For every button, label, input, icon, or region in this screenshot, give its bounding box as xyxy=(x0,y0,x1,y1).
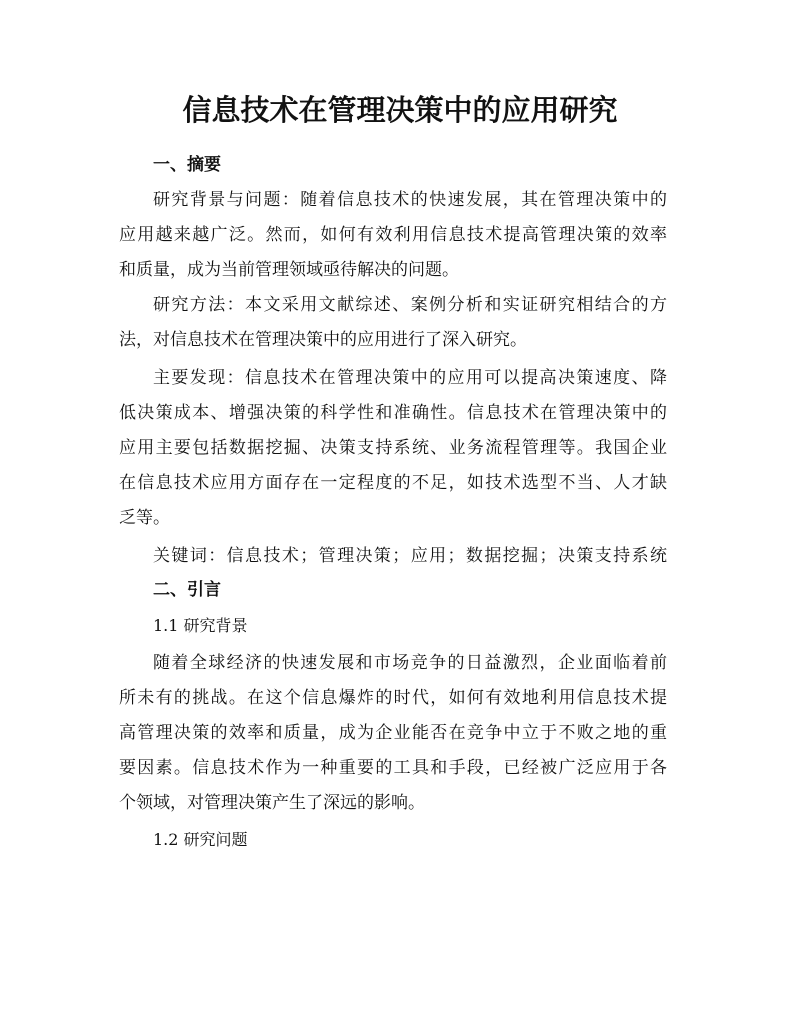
paragraph-line: 和质量，成为当前管理领域亟待解决的问题。 xyxy=(119,260,459,280)
paragraph-line: 随着全球经济的快速发展和市场竞争的日益激烈，企业面临着前 xyxy=(153,653,667,673)
paragraph-line: 高管理决策的效率和质量，成为企业能否在竞争中立于不败之地的重 xyxy=(119,723,667,743)
section-heading-introduction: 二、引言 xyxy=(153,580,221,600)
paragraph-line: 所未有的挑战。在这个信息爆炸的时代，如何有效地利用信息技术提 xyxy=(119,688,667,708)
paragraph-line: 应用越来越广泛。然而，如何有效利用信息技术提高管理决策的效率 xyxy=(119,225,667,245)
document-title: 信息技术在管理决策中的应用研究 xyxy=(182,93,618,127)
paragraph-line: 法，对信息技术在管理决策中的应用进行了深入研究。 xyxy=(119,330,527,350)
section-heading-abstract: 一、摘要 xyxy=(153,155,221,175)
paragraph-line: 低决策成本、增强决策的科学性和准确性。信息技术在管理决策中的 xyxy=(119,403,667,423)
paragraph-line: 乏等。 xyxy=(119,508,170,528)
paragraph-line: 研究方法：本文采用文献综述、案例分析和实证研究相结合的方 xyxy=(153,295,667,315)
paragraph-line: 应用主要包括数据挖掘、决策支持系统、业务流程管理等。我国企业 xyxy=(119,438,667,458)
paragraph-line: 个领域，对管理决策产生了深远的影响。 xyxy=(119,793,425,813)
keywords-line: 关键词：信息技术；管理决策；应用；数据挖掘；决策支持系统 xyxy=(153,546,667,566)
paragraph-line: 研究背景与问题：随着信息技术的快速发展，其在管理决策中的 xyxy=(153,190,667,210)
subsection-heading-background: 1.1 研究背景 xyxy=(153,616,248,635)
subsection-heading-question: 1.2 研究问题 xyxy=(153,830,248,849)
paragraph-line: 主要发现：信息技术在管理决策中的应用可以提高决策速度、降 xyxy=(153,368,667,388)
paragraph-line: 在信息技术应用方面存在一定程度的不足，如技术选型不当、人才缺 xyxy=(119,473,667,493)
paragraph-line: 要因素。信息技术作为一种重要的工具和手段，已经被广泛应用于各 xyxy=(119,758,667,778)
